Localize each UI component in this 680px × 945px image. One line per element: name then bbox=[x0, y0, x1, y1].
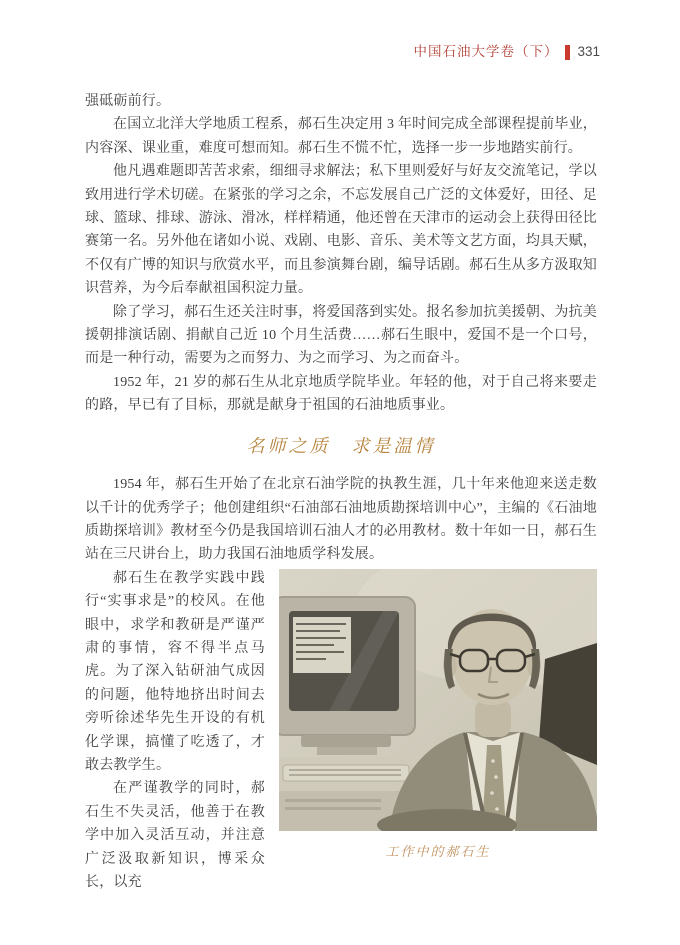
section-heading: 名师之质 求是温情 bbox=[246, 435, 436, 456]
body-paragraph: 除了学习，郝石生还关注时事，将爱国落到实处。报名参加抗美援朝、为抗美援朝排演话剧、捐献自己近 10 个月生活费……郝石生眼中，爱国不是一个口号，而是一种行动，需要为之而努力、为之而学习、为之而奋斗。 bbox=[85, 304, 597, 367]
body-paragraph: 1952 年，21 岁的郝石生从北京地质学院毕业。年轻的他，对于自己将来要走的路，早已有了目标，那就是献身于祖国的石油地质事业。 bbox=[85, 374, 597, 414]
body-paragraph: 强砥砺前行。 bbox=[85, 94, 171, 109]
photo-figure bbox=[279, 569, 597, 863]
page-body bbox=[85, 90, 597, 894]
page-number: 331 bbox=[577, 44, 600, 59]
body-paragraph: 在严谨教学的同时，郝石生不失灵活，他善于在教学中加入灵活互动，并注意广泛汲取新知识，博采众长，以充 bbox=[85, 781, 265, 890]
crt-monitor bbox=[279, 597, 415, 755]
volume-title: 中国石油大学卷（下） bbox=[413, 44, 559, 59]
body-paragraph: 1954 年，郝石生开始了在北京石油学院的执教生涯，几十年来他迎来送走数以千计的优秀学子；他创建组织“石油部石油地质勘探培训中心”，主编的《石油地质勘探培训》教材至今仍是我国培训石油人才的必用教材。数十年如一日，郝石生站在三尺讲台上，助力我国石油地质学科发展。 bbox=[85, 477, 597, 563]
photo-hao-shisheng-at-work bbox=[279, 569, 597, 831]
photo-caption: 工作中的郝石生 bbox=[385, 843, 491, 859]
header-divider-bar bbox=[565, 45, 570, 60]
body-paragraph: 在国立北洋大学地质工程系，郝石生决定用 3 年时间完成全部课程提前毕业，内容深、课业重，难度可想而知。郝石生不慌不忙，选择一步一步地踏实前行。 bbox=[85, 117, 597, 156]
page-header bbox=[413, 44, 600, 60]
body-paragraph: 郝石生在教学实践中践行“实事求是”的校风。在他眼中，求学和教研是严谨严肃的事情，容不得半点马虎。为了深入钻研油气成因的问题，他特地挤出时间去旁听徐述华先生开设的有机化学课，搞懂了吃透了，才敢去教学生。 bbox=[85, 570, 265, 773]
body-paragraph: 他凡遇难题即苦苦求索，细细寻求解法；私下里则爱好与好友交流笔记，学以致用进行学术切磋。在紧张的学习之余，不忘发展自己广泛的文体爱好，田径、足球、篮球、排球、游泳、滑冰，样样精通，他还曾在天津市的运动会上获得田径比赛第一名。另外他在诸如小说、戏剧、电影、音乐、美术等文艺方面，均具天赋，不仅有广博的知识与欣赏水平，而且参演舞台剧，编导话剧。郝石生从多方汲取知识营养，为今后奉献祖国积淀力量。 bbox=[85, 164, 597, 297]
